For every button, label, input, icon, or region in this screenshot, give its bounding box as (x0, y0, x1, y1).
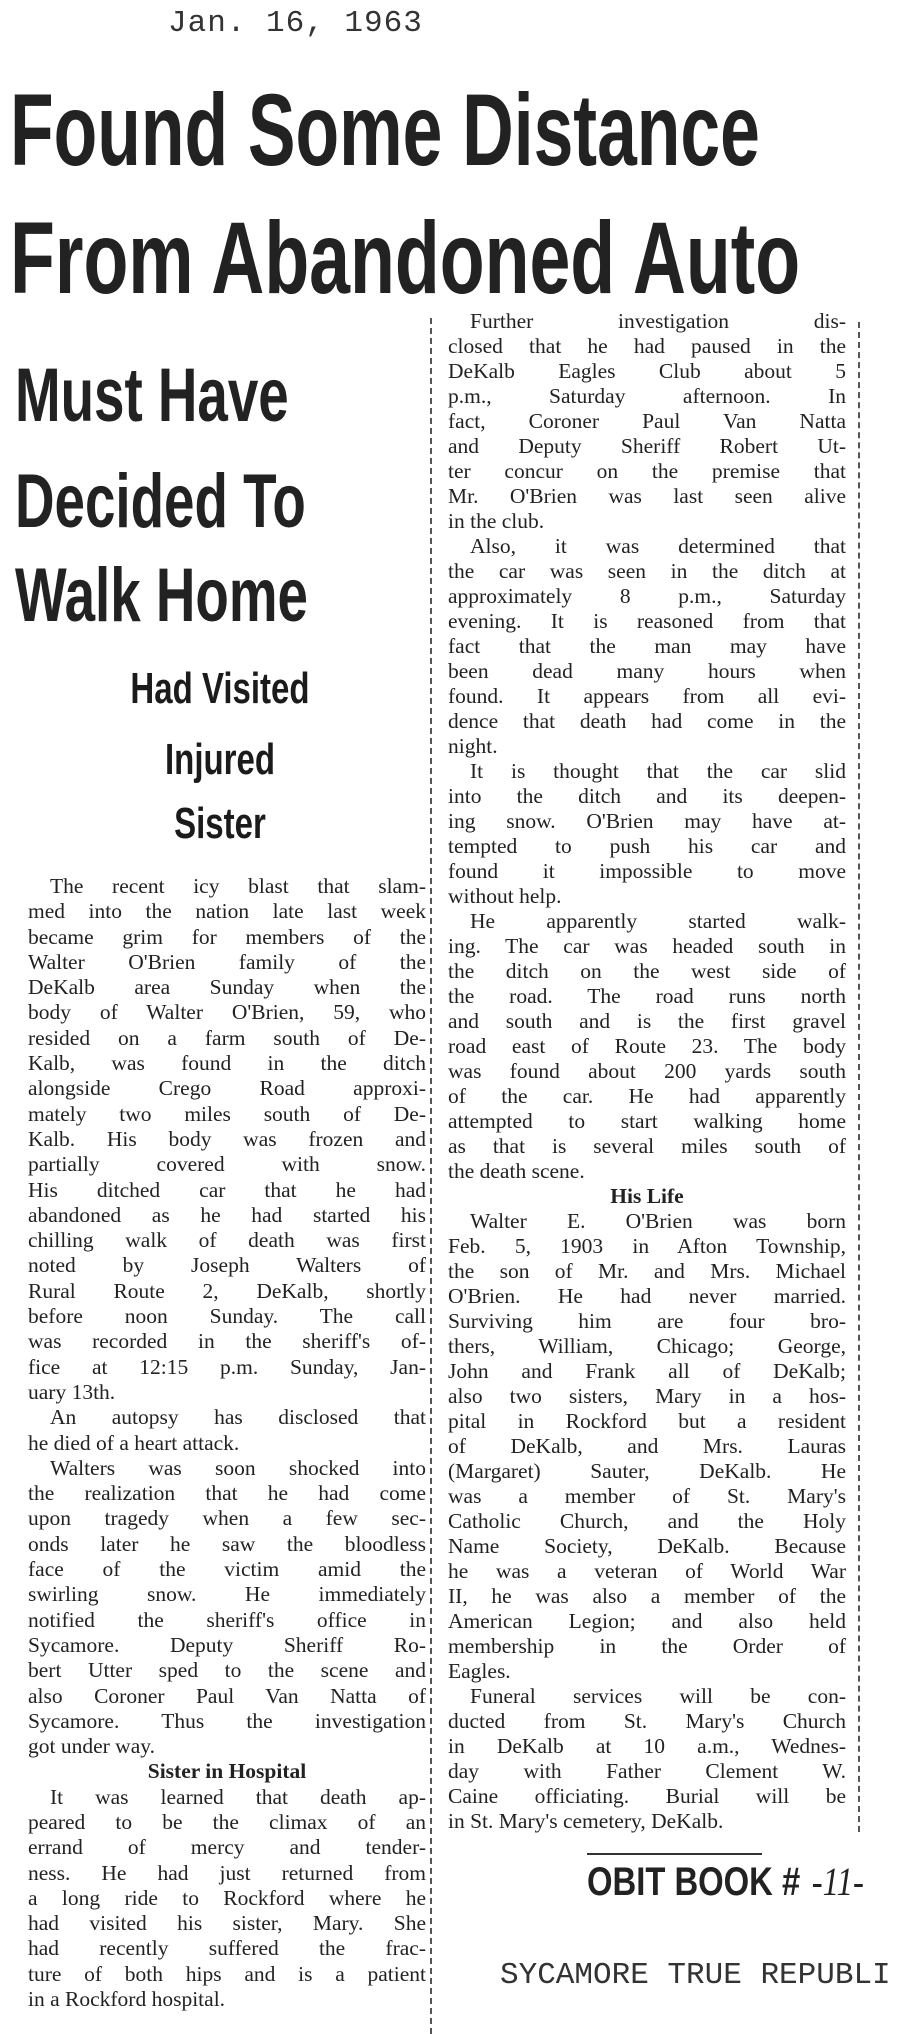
text-line: got under way. (28, 1734, 155, 1759)
text-line: he died of a heart attack. (28, 1430, 240, 1455)
section-subhead (28, 1759, 426, 1784)
text-line: night. (448, 734, 498, 758)
text-line: noted by Joseph Walters of (28, 1253, 426, 1278)
text-line: p.m., Saturday afternoon. In (448, 384, 846, 408)
text-line: also two sisters, Mary in a hos- (448, 1384, 846, 1408)
text-line: bert Utter sped to the scene and (28, 1658, 426, 1683)
text-line: closed that he had paused in the (448, 334, 846, 358)
text-line: day with Father Clement W. (448, 1759, 846, 1783)
text-line: DeKalb area Sunday when the (28, 975, 426, 1000)
text-line: Name Society, DeKalb. Because (448, 1534, 846, 1558)
text-line: in DeKalb at 10 a.m., Wednes- (448, 1734, 846, 1758)
text-line: also Coroner Paul Van Natta of (28, 1683, 426, 1708)
clipping-date: Jan. 16, 1963 (168, 6, 423, 41)
text-line: as that is several miles south of (448, 1134, 846, 1158)
subdeck-line-3: Sister (174, 799, 266, 848)
text-line: fice at 12:15 p.m. Sunday, Jan- (28, 1354, 426, 1379)
text-line: II, he was also a member of the (448, 1584, 846, 1608)
text-line: fact, Coroner Paul Van Natta (448, 409, 846, 433)
paragraph (28, 874, 426, 1405)
text-line: Rural Route 2, DeKalb, shortly (28, 1278, 426, 1303)
text-line: approximately 8 p.m., Saturday (448, 584, 846, 608)
text-line: was a member of St. Mary's (448, 1484, 846, 1508)
text-line: Surviving him are four bro- (448, 1309, 846, 1333)
text-line: and Deputy Sheriff Robert Ut- (448, 434, 846, 458)
text-line: road east of Route 23. The body (448, 1034, 846, 1058)
text-line: DeKalb Eagles Club about 5 (448, 359, 846, 383)
text-line: mately two miles south of De- (28, 1101, 426, 1126)
text-line: of DeKalb, and Mrs. Lauras (448, 1434, 846, 1458)
text-line: peared to be the climax of an (28, 1809, 426, 1834)
text-line: John and Frank all of DeKalb; (448, 1359, 846, 1383)
text-line: the ditch on the west side of (448, 959, 846, 983)
text-line: The recent icy blast that slam- (50, 874, 426, 898)
text-line: partially covered with snow. (28, 1152, 426, 1177)
text-line: swirling snow. He immediately (28, 1582, 426, 1607)
text-line: was found about 200 yards south (448, 1059, 846, 1083)
text-line: resided on a farm south of De- (28, 1025, 426, 1050)
text-line: Sycamore. Deputy Sheriff Ro- (28, 1632, 426, 1657)
text-line: been dead many hours when (448, 659, 846, 683)
text-line: Kalb. His body was frozen and (28, 1126, 426, 1151)
text-line: found it impossible to move (448, 859, 846, 883)
obit-book-number: -11- (811, 1859, 864, 1904)
text-line: abandoned as he had started his (28, 1202, 426, 1227)
text-line: attempted to start walking home (448, 1109, 846, 1133)
text-line: the death scene. (448, 1159, 585, 1183)
paragraph (448, 1684, 846, 1834)
text-line: membership in the Order of (448, 1634, 846, 1658)
text-line: found. It appears from all evi- (448, 684, 846, 708)
text-line: med into the nation late last week (28, 899, 426, 924)
text-line: His ditched car that he had (28, 1177, 426, 1202)
text-line: fact that the man may have (448, 634, 846, 658)
text-line: Walters was soon shocked into (50, 1455, 426, 1480)
column-divider (430, 318, 432, 2034)
section-subhead (448, 1184, 846, 1209)
deck-line-1: Must Have (15, 353, 289, 438)
text-line: American Legion; and also held (448, 1609, 846, 1633)
deck-line-2: Decided To (15, 459, 306, 544)
column-right-border (858, 322, 860, 1832)
text-line: before noon Sunday. The call (28, 1304, 426, 1329)
text-line: Walter E. O'Brien was born (470, 1209, 846, 1233)
text-line: Feb. 5, 1903 in Afton Township, (448, 1234, 846, 1258)
text-line: notified the sheriff's office in (28, 1607, 426, 1632)
text-line: the car was seen in the ditch at (448, 559, 846, 583)
text-line: Caine officiating. Burial will be (448, 1784, 846, 1808)
text-line: Catholic Church, and the Holy (448, 1509, 846, 1533)
text-line: had visited his sister, Mary. She (28, 1911, 426, 1936)
text-line: had recently suffered the frac- (28, 1936, 426, 1961)
text-line: tempted to push his car and (448, 834, 846, 858)
text-line: Mr. O'Brien was last seen alive (448, 484, 846, 508)
text-line: alongside Crego Road approxi- (28, 1076, 426, 1101)
text-line: ness. He had just returned from (28, 1860, 426, 1885)
newspaper-source: SYCAMORE TRUE REPUBLI (500, 1958, 891, 1993)
text-line: the road. The road runs north (448, 984, 846, 1008)
text-line: a long ride to Rockford where he (28, 1885, 426, 1910)
text-line: uary 13th. (28, 1379, 116, 1404)
text-line: in St. Mary's cemetery, DeKalb. (448, 1809, 724, 1833)
deck-line-3: Walk Home (15, 553, 308, 638)
text-line: in a Rockford hospital. (28, 1987, 226, 2012)
paragraph (448, 1209, 846, 1684)
text-line: in the club. (448, 509, 545, 533)
paragraph (28, 1405, 426, 1456)
text-line: He apparently started walk- (470, 909, 846, 933)
text-line: ter concur on the premise that (448, 459, 846, 483)
obit-book-stamp (587, 1858, 864, 1905)
text-line: errand of mercy and tender- (28, 1835, 426, 1860)
subdeck-line-1: Had Visited (130, 664, 310, 713)
text-line: An autopsy has disclosed that (50, 1405, 426, 1430)
text-line: evening. It is reasoned from that (448, 609, 846, 633)
text-line: Walter O'Brien family of the (28, 949, 426, 974)
text-line: into the ditch and its deepen- (448, 784, 846, 808)
obit-book-label: OBIT BOOK # (587, 1860, 801, 1904)
paragraph (448, 759, 846, 909)
text-line: ing snow. O'Brien may have at- (448, 809, 846, 833)
text-line: without help. (448, 884, 562, 908)
text-line: O'Brien. He had never married. (448, 1284, 846, 1308)
paragraph (28, 1785, 426, 2013)
paragraph (448, 909, 846, 1184)
text-line: face of the victim amid the (28, 1557, 426, 1582)
text-line: pital in Rockford but a resident (448, 1409, 846, 1433)
text-line: Kalb, was found in the ditch (28, 1051, 426, 1076)
text-line: ture of both hips and is a patient (28, 1961, 426, 1986)
text-line: Further investigation dis- (470, 309, 846, 333)
text-line: Also, it was determined that (470, 534, 846, 558)
text-line: thers, William, Chicago; George, (448, 1334, 846, 1358)
text-line: Funeral services will be con- (470, 1684, 846, 1708)
paragraph (448, 534, 846, 759)
text-line: Eagles. (448, 1659, 511, 1683)
text-line: Sycamore. Thus the investigation (28, 1708, 426, 1733)
text-line: Sister in Hospital (147, 1759, 307, 1784)
text-line: became grim for members of the (28, 924, 426, 949)
text-line: It was learned that death ap- (50, 1784, 426, 1809)
text-line: (Margaret) Sauter, DeKalb. He (448, 1459, 846, 1483)
headline-line-2: From Abandoned Auto (10, 201, 801, 315)
right-column-body (448, 309, 846, 1834)
text-line: It is thought that the car slid (470, 759, 846, 783)
text-line: dence that death had come in the (448, 709, 846, 733)
text-line: ducted from St. Mary's Church (448, 1709, 846, 1733)
text-line: was recorded in the sheriff's of- (28, 1329, 426, 1354)
text-line: His Life (610, 1184, 684, 1208)
text-line: body of Walter O'Brien, 59, who (28, 1000, 426, 1025)
text-line: upon tragedy when a few sec- (28, 1506, 426, 1531)
text-line: chilling walk of death was first (28, 1228, 426, 1253)
subdeck-line-2: Injured (164, 735, 276, 784)
paragraph (448, 309, 846, 534)
text-line: onds later he saw the bloodless (28, 1531, 426, 1556)
text-line: he was a veteran of World War (448, 1559, 846, 1583)
stamp-rule (587, 1853, 762, 1855)
headline-line-1: Found Some Distance (10, 73, 760, 187)
text-line: the realization that he had come (28, 1481, 426, 1506)
left-column-body (28, 874, 426, 2012)
text-line: and south and is the first gravel (448, 1009, 846, 1033)
text-line: of the car. He had apparently (448, 1084, 846, 1108)
text-line: the son of Mr. and Mrs. Michael (448, 1259, 846, 1283)
text-line: ing. The car was headed south in (448, 934, 846, 958)
paragraph (28, 1456, 426, 1760)
